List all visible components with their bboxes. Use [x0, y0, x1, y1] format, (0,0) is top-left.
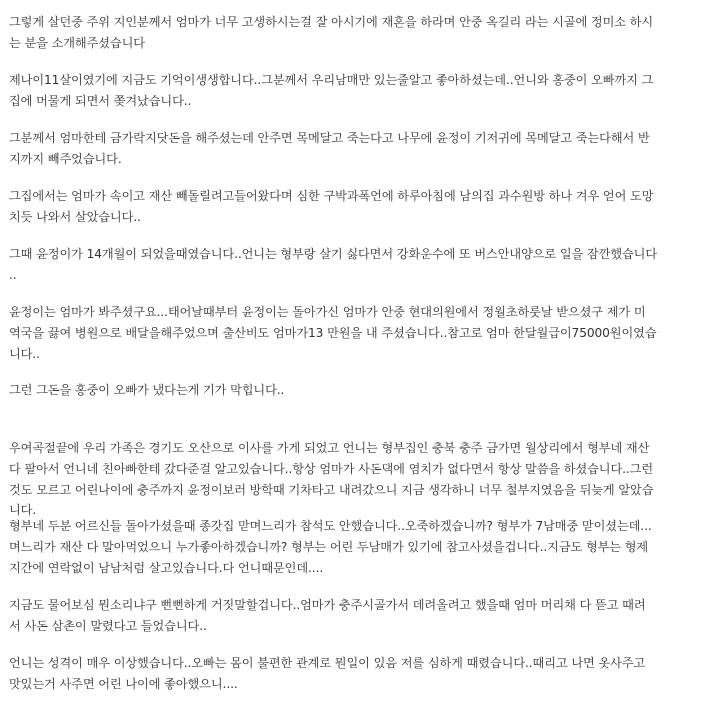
paragraph-line: 치듯 나와서 살았습니다..	[9, 209, 141, 224]
paragraph-line: ..	[9, 267, 17, 282]
paragraph-line: 지금도 물어보심 뭔소리냐구 뻔뻔하게 거짓말할겁니다..엄마가 충주시골가서 데려올려고 했을때 엄마 머리채 다 뜯고 때려	[9, 598, 646, 612]
paragraph-line: 제나이11살이였기에 지금도 기억이생생합니다..그분께서 우리남매만 있는줄알고 좋아하셨는데..언니와 홍중이 오빠까지 그	[9, 73, 654, 87]
paragraph-line: 그렇게 살던중 주위 지인분께서 엄마가 너무 고생하시는걸 잘 아시기에 재혼을 하라며 안중 옥길리 라는 시골에 정미소 하시	[9, 15, 654, 29]
paragraph-line: 는 분을 소개해주셨습니다	[9, 35, 145, 50]
document-paragraph	[9, 70, 653, 112]
document-paragraph	[9, 653, 645, 695]
paragraph-line: 집에 머물게 되면서 쫒겨났습니다..	[9, 93, 192, 108]
document-paragraph	[9, 516, 652, 578]
document-paragraph	[9, 186, 653, 228]
paragraph-line: 역국을 끓여 병원으로 배달을해주었으며 출산비도 엄마가13 만원을 내 주셨습니다..참고로 엄마 한달월급이75000원이였습	[9, 325, 657, 340]
paragraph-line: 며느리가 재산 다 말아먹었으니 누가좋아하겠습니까? 형부는 어린 두남매가 있기에 참고사셨을겁니다..지금도 형부는 형제	[9, 539, 649, 554]
document-paragraph	[9, 128, 650, 170]
document-paragraph	[9, 12, 653, 54]
paragraph-line: 것도 모르고 어린나이에 충주까지 윤정이보러 방학때 기차타고 내려갔으니 지금 생각하니 너무 철부지였음을 뒤늦게 알았습	[9, 482, 654, 497]
paragraph-line: 우여곡절끝에 우리 가족은 경기도 오산으로 이사를 가게 되었고 언니는 형부집인 충북 충주 금가면 월상리에서 형부네 재산	[9, 441, 650, 455]
document-paragraph	[9, 438, 653, 521]
paragraph-line: 다 팔아서 언니네 친아빠한테 갔다준걸 알고있습니다..항상 엄마가 사돈댁에 염치가 없다면서 항상 말씀을 하셨습니다..그런	[9, 461, 654, 476]
document-paragraph	[9, 595, 646, 637]
paragraph-line: 그때 윤정이가 14개월이 되었을때였습니다..언니는 형부랑 살기 싫다면서 강화운수에 또 버스안내양으로 일을 잠깐했습니다	[9, 247, 658, 261]
paragraph-line: 지까지 빼주었습니다.	[9, 151, 122, 166]
paragraph-line: 니다..	[9, 346, 40, 361]
paragraph-line: 맛있는거 사주면 어린 나이에 좋아했으니....	[9, 676, 238, 691]
document-paragraph	[9, 380, 284, 401]
paragraph-line: 서 사돈 삼촌이 말렸다고 들었습니다..	[9, 618, 207, 633]
paragraph-line: 윤정이는 엄마가 봐주셨구요...태어날때부터 윤정이는 돌아가신 엄마가 안중 현대의원에서 정월초하룻날 받으셨구 제가 미	[9, 305, 646, 319]
paragraph-line: 그집에서는 엄마가 속이고 재산 빼돌릴려고들어왔다며 심한 구박과폭언에 하루아침에 남의집 과수원방 하나 겨우 얻어 도망	[9, 189, 654, 203]
paragraph-line: 언니는 성격이 매우 이상했습니다..오빠는 몸이 불편한 관계로 뭔일이 있음 저를 심하게 때렸습니다..때리고 나면 옷사주고	[9, 656, 646, 670]
paragraph-line: 그분께서 엄마한테 금가락지닷돈을 해주셨는데 안주면 목메달고 죽는다고 나무에 윤정이 기저귀에 목메달고 죽는다해서 반	[9, 131, 650, 145]
paragraph-line: 그런 그돈을 홍중이 오빠가 냈다는게 기가 막힙니다..	[9, 383, 285, 397]
paragraph-line: 형부네 두분 어르신들 돌아가셨을때 종갓집 맏며느리가 참석도 안했습니다..오죽하겠습니까? 형부가 7남매중 맏이셨는데...	[9, 519, 652, 533]
document-paragraph	[9, 244, 657, 286]
paragraph-line: 지간에 연락없이 남남처럼 살고있습니다.다 언니때문인데....	[9, 560, 324, 575]
document-paragraph	[9, 302, 657, 364]
paragraph-line: 니다.	[9, 503, 37, 518]
